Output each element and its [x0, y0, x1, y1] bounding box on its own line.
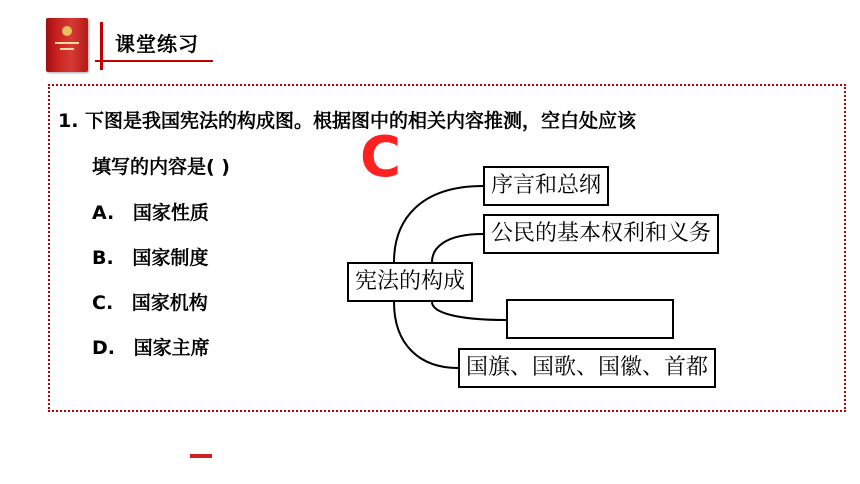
- option-text: 国家主席: [133, 337, 210, 359]
- option-key: B.: [92, 247, 114, 269]
- diagram-branch-blank: [506, 299, 674, 339]
- connector-branch-1: [394, 186, 483, 262]
- option-text: 国家制度: [132, 247, 209, 269]
- option-key: A.: [92, 202, 115, 224]
- question-stem-line2: 填写的内容是( ): [92, 156, 230, 178]
- connector-branch-4: [394, 302, 458, 368]
- diagram-branch-rights: 公民的基本权利和义务: [483, 214, 719, 254]
- option-text: 国家机构: [131, 292, 208, 314]
- option-key: D.: [92, 337, 115, 359]
- diagram-center-node: 宪法的构成: [347, 262, 473, 302]
- option-text: 国家性质: [132, 202, 209, 224]
- section-title: 课堂练习: [115, 32, 199, 56]
- connector-branch-2: [432, 234, 483, 262]
- answer-mark: C: [360, 125, 402, 190]
- option-key: C.: [92, 292, 114, 314]
- connector-branch-3: [432, 302, 506, 320]
- diagram-branch-symbols: 国旗、国歌、国徽、首都: [458, 348, 716, 388]
- diagram-branch-preamble: 序言和总纲: [483, 166, 609, 206]
- question-stem-line1: 1. 下图是我国宪法的构成图。根据图中的相关内容推测，空白处应该: [58, 110, 637, 132]
- decorative-red-mark: [190, 454, 212, 458]
